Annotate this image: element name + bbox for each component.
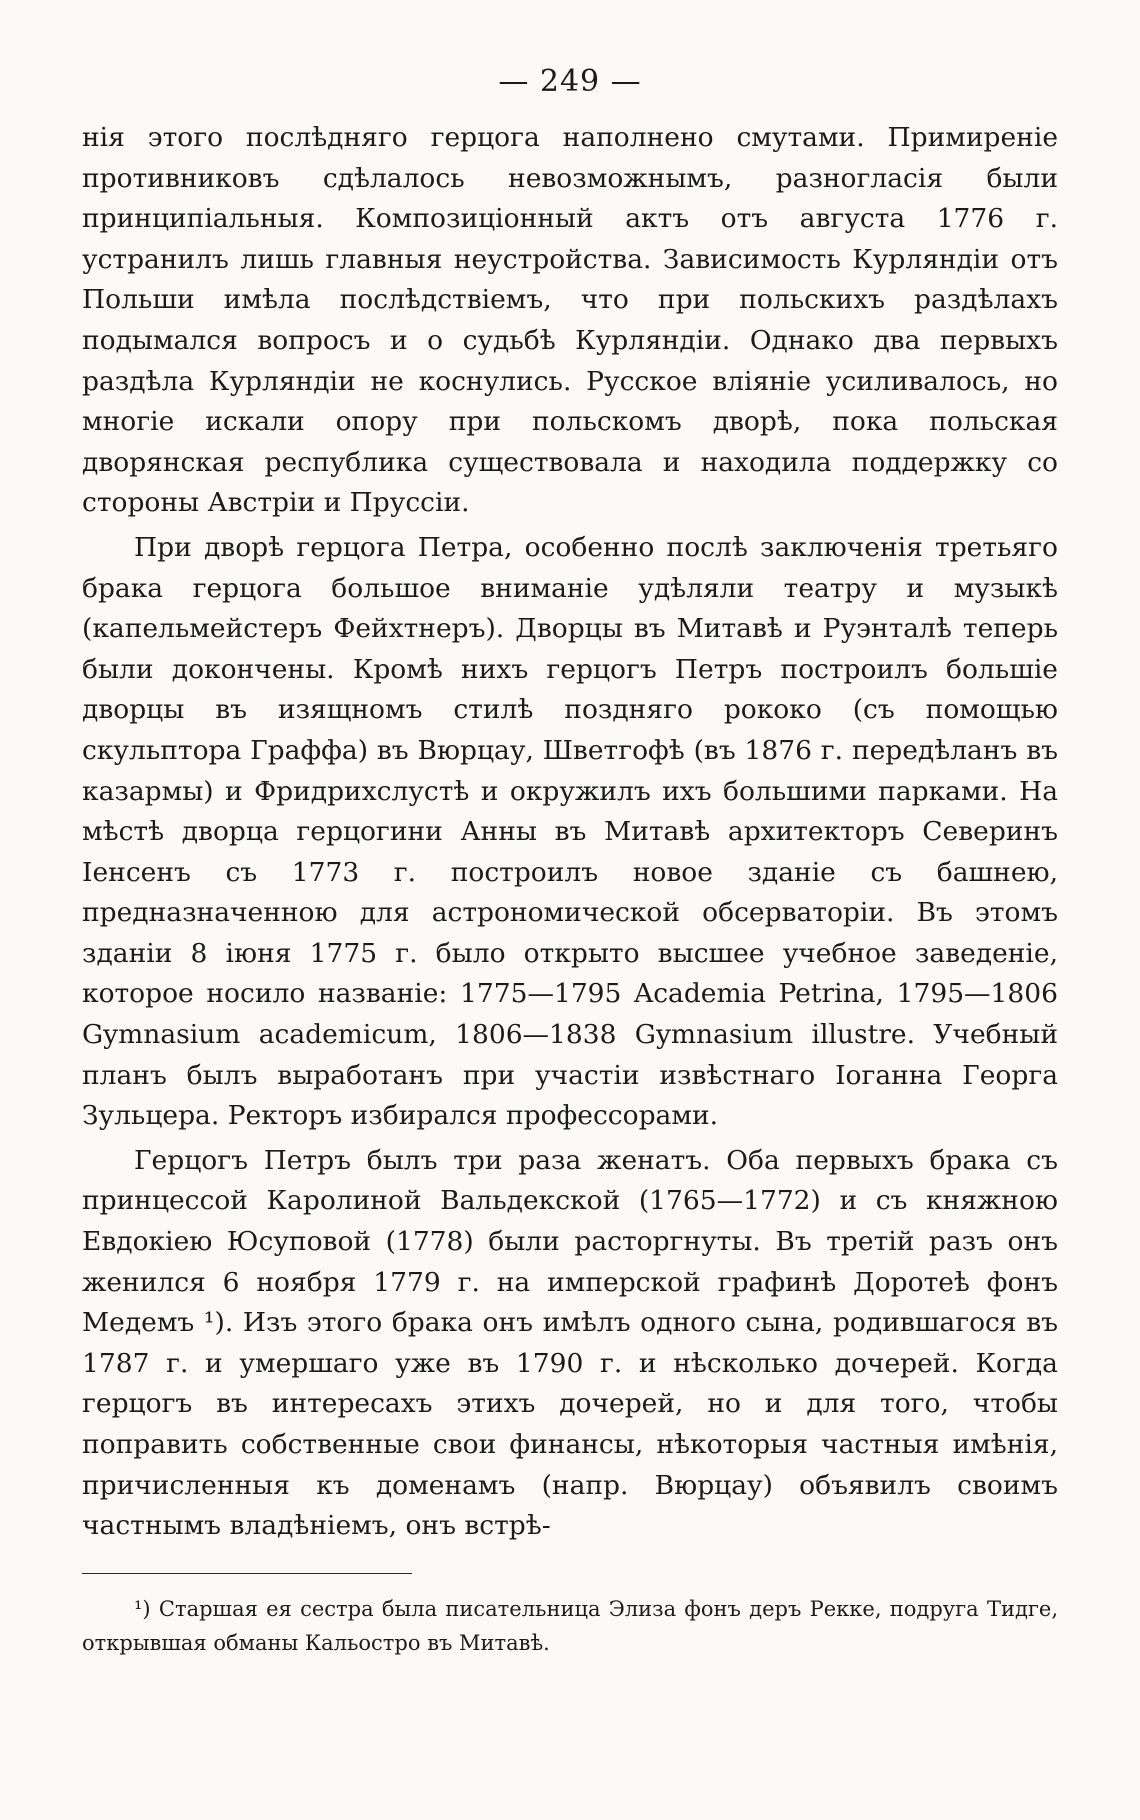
paragraph-2: При дворѣ герцога Петра, особенно послѣ заключенія третьяго брака герцога большое вниманіе удѣляли театру и музыкѣ (капельмейстеръ Фейхтнеръ). Дворцы въ Митавѣ и Руэнталѣ теперь были докончены. Кромѣ нихъ герцогъ Петръ построилъ большіе дворцы въ изящномъ стилѣ поздняго рококо (съ помощью скульптора Граффа) въ Вюрцау, Шветгофѣ (въ 1876 г. передѣланъ въ казармы) и Фридрихслустѣ и окружилъ ихъ большими парками. На мѣстѣ дворца герцогини Анны въ Митавѣ архитекторъ Северинъ Іенсенъ съ 1773 г. построилъ новое зданіе съ башнею, предназначенною для астрономической обсерваторіи. Въ этомъ зданіи 8 іюня 1775 г. было открыто высшее учебное заведеніе, которое носило названіе: 1775—1795 Academia Petrina, 1795—1806 Gymnasium academicum, 1806—1838 Gymnasium illustre. Учебный планъ былъ выработанъ при участіи извѣстнаго Іоганна Георга Зульцера. Ректоръ избирался профессорами.	[82, 531, 1058, 1132]
footnote	[82, 1592, 1058, 1660]
footnote-divider	[82, 1573, 412, 1574]
paragraph-3: Герцогъ Петръ былъ три раза женатъ. Оба первыхъ брака съ принцессой Каролиной Вальдекской (1765—1772) и съ княжною Евдокіею Юсуповой (1778) были расторгнуты. Въ третій разъ онъ женился 6 ноября 1779 г. на имперской графинѣ Доротеѣ фонъ Медемъ ¹). Изъ этого брака онъ имѣлъ одного сына, родившагося въ 1787 г. и умершаго уже въ 1790 г. и нѣсколько дочерей. Когда герцогъ въ интересахъ этихъ дочерей, но и для того, чтобы поправить собственные свои финансы, нѣкоторыя частныя имѣнія, причисленныя къ доменамъ (напр. Вюрцау) объявилъ своимъ частнымъ владѣніемъ, онъ встрѣ-	[82, 1144, 1058, 1542]
paragraph-1: нія этого послѣдняго герцога наполнено смутами. Примиреніе противниковъ сдѣлалось невозможнымъ, разногласія были принципіальныя. Композиціонный актъ отъ августа 1776 г. устранилъ лишь главныя неустройства. Зависимость Курляндіи отъ Польши имѣла послѣдствіемъ, что при польскихъ раздѣлахъ подымался вопросъ и о судьбѣ Курляндіи. Однако два первыхъ раздѣла Курляндіи не коснулись. Русское вліяніе усиливалось, но многіе искали опору при польскомъ дворѣ, пока польская дворянская республика существовала и находила поддержку со стороны Австріи и Пруссіи.	[82, 122, 1058, 519]
footnote-text: Старшая ея сестра была писательница Элиза фонъ деръ Рекке, подруга Тидге, открывшая обманы Кальостро въ Митавѣ.	[82, 1596, 1058, 1655]
book-page	[82, 62, 1058, 1660]
footnote-marker: ¹)	[134, 1596, 151, 1621]
page-number: — 249 —	[498, 64, 642, 99]
